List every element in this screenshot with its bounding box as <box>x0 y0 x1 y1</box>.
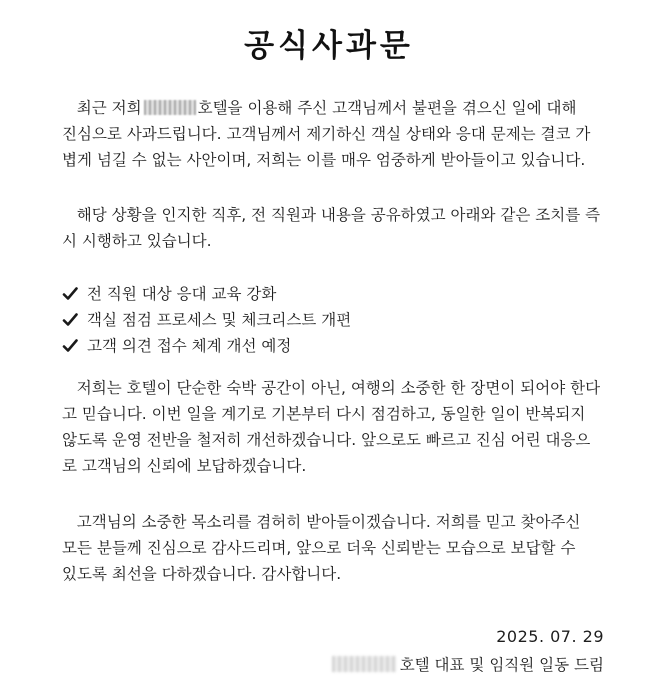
check-icon <box>62 338 78 354</box>
paragraph-line <box>62 202 614 228</box>
paragraph-line: 모든 분들께 진심으로 감사드리며, 앞으로 더욱 신뢰받는 모습으로 보답할 수 <box>62 539 576 557</box>
paragraph-line: 시 시행하고 있습니다. <box>62 232 212 250</box>
paragraph-line <box>62 95 614 121</box>
paragraph-text: 고객님의 소중한 목소리를 겸허히 받아들이겠습니다. 저희를 믿고 찾아주신 <box>76 513 581 531</box>
paragraph-line <box>62 375 614 401</box>
redacted-hotel-name <box>332 656 396 672</box>
paragraph-line: 고 믿습니다. 이번 일을 계기로 기본부터 다시 점검하고, 동일한 일이 반복되지 <box>62 405 586 423</box>
paragraph-text: 저희는 호텔이 단순한 숙박 공간이 아닌, 여행의 소중한 한 장면이 되어야 한다 <box>76 379 601 397</box>
paragraph-text: 해당 상황을 인지한 직후, 전 직원과 내용을 공유하였고 아래와 같은 조치를 즉 <box>76 206 601 224</box>
letter-signature <box>332 653 604 675</box>
page-title: 공식사과문 <box>244 28 414 64</box>
redacted-hotel-name <box>144 100 196 115</box>
paragraph-intro <box>62 95 614 173</box>
check-icon <box>62 312 78 328</box>
paragraph-line: 않도록 운영 전반을 철저히 개선하겠습니다. 앞으로도 빠르고 진심 어린 대응으 <box>62 431 591 449</box>
check-icon <box>62 286 78 302</box>
paragraph-closing <box>62 509 614 587</box>
signature-text: 호텔 대표 및 임직원 일동 드림 <box>399 656 604 674</box>
paragraph-line: 로 고객님의 신뢰에 보답하겠습니다. <box>62 457 307 475</box>
paragraph-line: 있도록 최선을 다하겠습니다. 감사합니다. <box>62 565 342 583</box>
letter-date: 2025. 07. 29 <box>496 627 604 646</box>
paragraph-line <box>62 509 614 535</box>
checklist-item-label: 고객 의견 접수 체계 개선 예정 <box>87 337 292 355</box>
checklist-item-label: 전 직원 대상 응대 교육 강화 <box>87 285 277 303</box>
checklist-item-label: 객실 점검 프로세스 및 체크리스트 개편 <box>87 311 352 329</box>
paragraph-commitment <box>62 375 614 479</box>
checklist-item <box>62 281 614 307</box>
paragraph-response <box>62 202 614 254</box>
checklist-item <box>62 307 614 333</box>
paragraph-text: 최근 저희 <box>76 99 142 117</box>
paragraph-text: 호텔을 이용해 주신 고객님께서 불편을 겪으신 일에 대해 <box>197 99 577 117</box>
paragraph-line: 진심으로 사과드립니다. 고객님께서 제기하신 객실 상태와 응대 문제는 결코 가 <box>62 125 591 143</box>
checklist-item <box>62 333 614 359</box>
action-checklist <box>62 281 614 359</box>
paragraph-line: 볍게 넘길 수 없는 사안이며, 저희는 이를 매우 엄중하게 받아들이고 있습니다. <box>62 151 586 169</box>
